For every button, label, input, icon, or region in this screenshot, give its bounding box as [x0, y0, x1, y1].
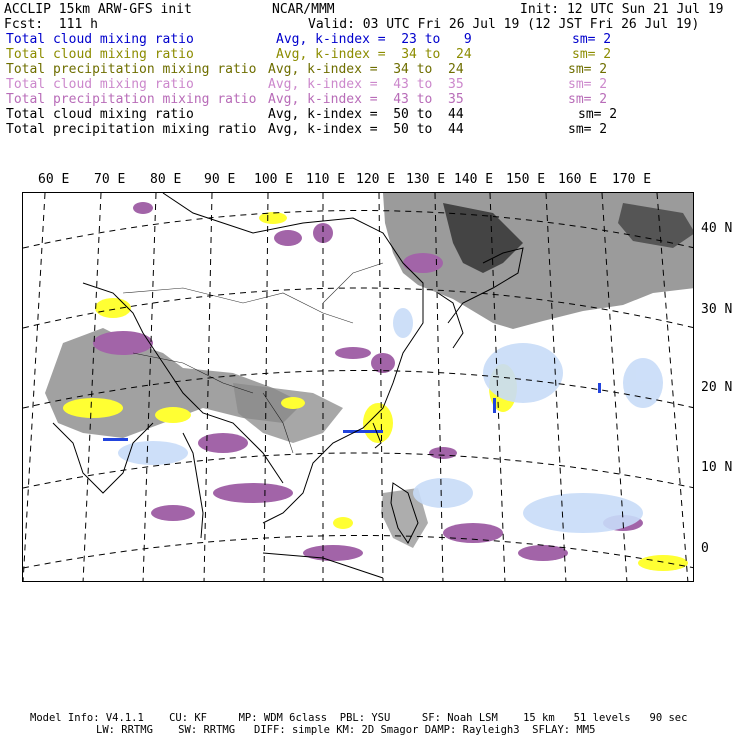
longitude-label: 100 E [254, 172, 294, 187]
legend-row [0, 62, 740, 77]
organization-label: NCAR/MMM [272, 2, 335, 17]
legend-field-name: Total precipitation mixing ratio [6, 62, 257, 77]
longitude-label: 140 E [454, 172, 494, 187]
longitude-label: 80 E [150, 172, 182, 187]
legend-k-index: Avg, k-index = 50 to 44 [268, 107, 464, 122]
model-title: ACCLIP 15km ARW-GFS init [4, 2, 192, 17]
model-info-line1: Model Info: V4.1.1 CU: KF MP: WDM 6class PBL: YSU SF: Noah LSM 15 km 51 levels 90 sec [30, 712, 688, 724]
longitude-label: 130 E [406, 172, 446, 187]
legend-field-name: Total cloud mixing ratio [6, 107, 194, 122]
legend-k-index: Avg, k-index = 34 to 24 [268, 62, 464, 77]
map-panel [22, 192, 694, 582]
longitude-label: 60 E [38, 172, 70, 187]
init-time: Init: 12 UTC Sun 21 Jul 19 [520, 2, 724, 17]
legend-row [0, 122, 740, 137]
legend-smoothing: sm= 2 [572, 47, 612, 62]
legend-row [0, 92, 740, 107]
legend-k-index: Avg, k-index = 50 to 44 [268, 122, 464, 137]
latitude-label: 20 N [701, 380, 733, 395]
latitude-label: 10 N [701, 460, 733, 475]
legend-field-name: Total cloud mixing ratio [6, 32, 194, 47]
legend-row [0, 32, 740, 47]
longitude-label: 160 E [558, 172, 598, 187]
legend-field-name: Total precipitation mixing ratio [6, 122, 257, 137]
longitude-label: 120 E [356, 172, 396, 187]
legend-k-index: Avg, k-index = 23 to 9 [276, 32, 472, 47]
valid-time: Valid: 03 UTC Fri 26 Jul 19 (12 JST Fri 26 Jul 19) [308, 17, 700, 32]
latitude-label: 0 [701, 541, 709, 556]
legend-row [0, 77, 740, 92]
longitude-label: 70 E [94, 172, 126, 187]
latitude-label: 30 N [701, 302, 733, 317]
model-info-line2: LW: RRTMG SW: RRTMG DIFF: simple KM: 2D Smagor DAMP: Rayleigh3 SFLAY: MM5 [96, 724, 596, 736]
legend-k-index: Avg, k-index = 43 to 35 [268, 77, 464, 92]
legend-k-index: Avg, k-index = 43 to 35 [268, 92, 464, 107]
legend-field-name: Total cloud mixing ratio [6, 77, 194, 92]
legend-smoothing: sm= 2 [568, 92, 608, 107]
legend-field-name: Total cloud mixing ratio [6, 47, 194, 62]
longitude-label: 90 E [204, 172, 236, 187]
legend-row [0, 47, 740, 62]
map-canvas [23, 193, 694, 582]
latitude-label: 40 N [701, 221, 733, 236]
legend-smoothing: sm= 2 [572, 32, 612, 47]
legend-smoothing: sm= 2 [568, 122, 608, 137]
legend-row [0, 107, 740, 122]
legend-smoothing: sm= 2 [568, 77, 608, 92]
longitude-label: 150 E [506, 172, 546, 187]
legend-k-index: Avg, k-index = 34 to 24 [276, 47, 472, 62]
longitude-label: 170 E [612, 172, 652, 187]
legend-smoothing: sm= 2 [568, 62, 608, 77]
forecast-hour: Fcst: 111 h [4, 17, 98, 32]
longitude-label: 110 E [306, 172, 346, 187]
legend-field-name: Total precipitation mixing ratio [6, 92, 257, 107]
legend-smoothing: sm= 2 [578, 107, 618, 122]
